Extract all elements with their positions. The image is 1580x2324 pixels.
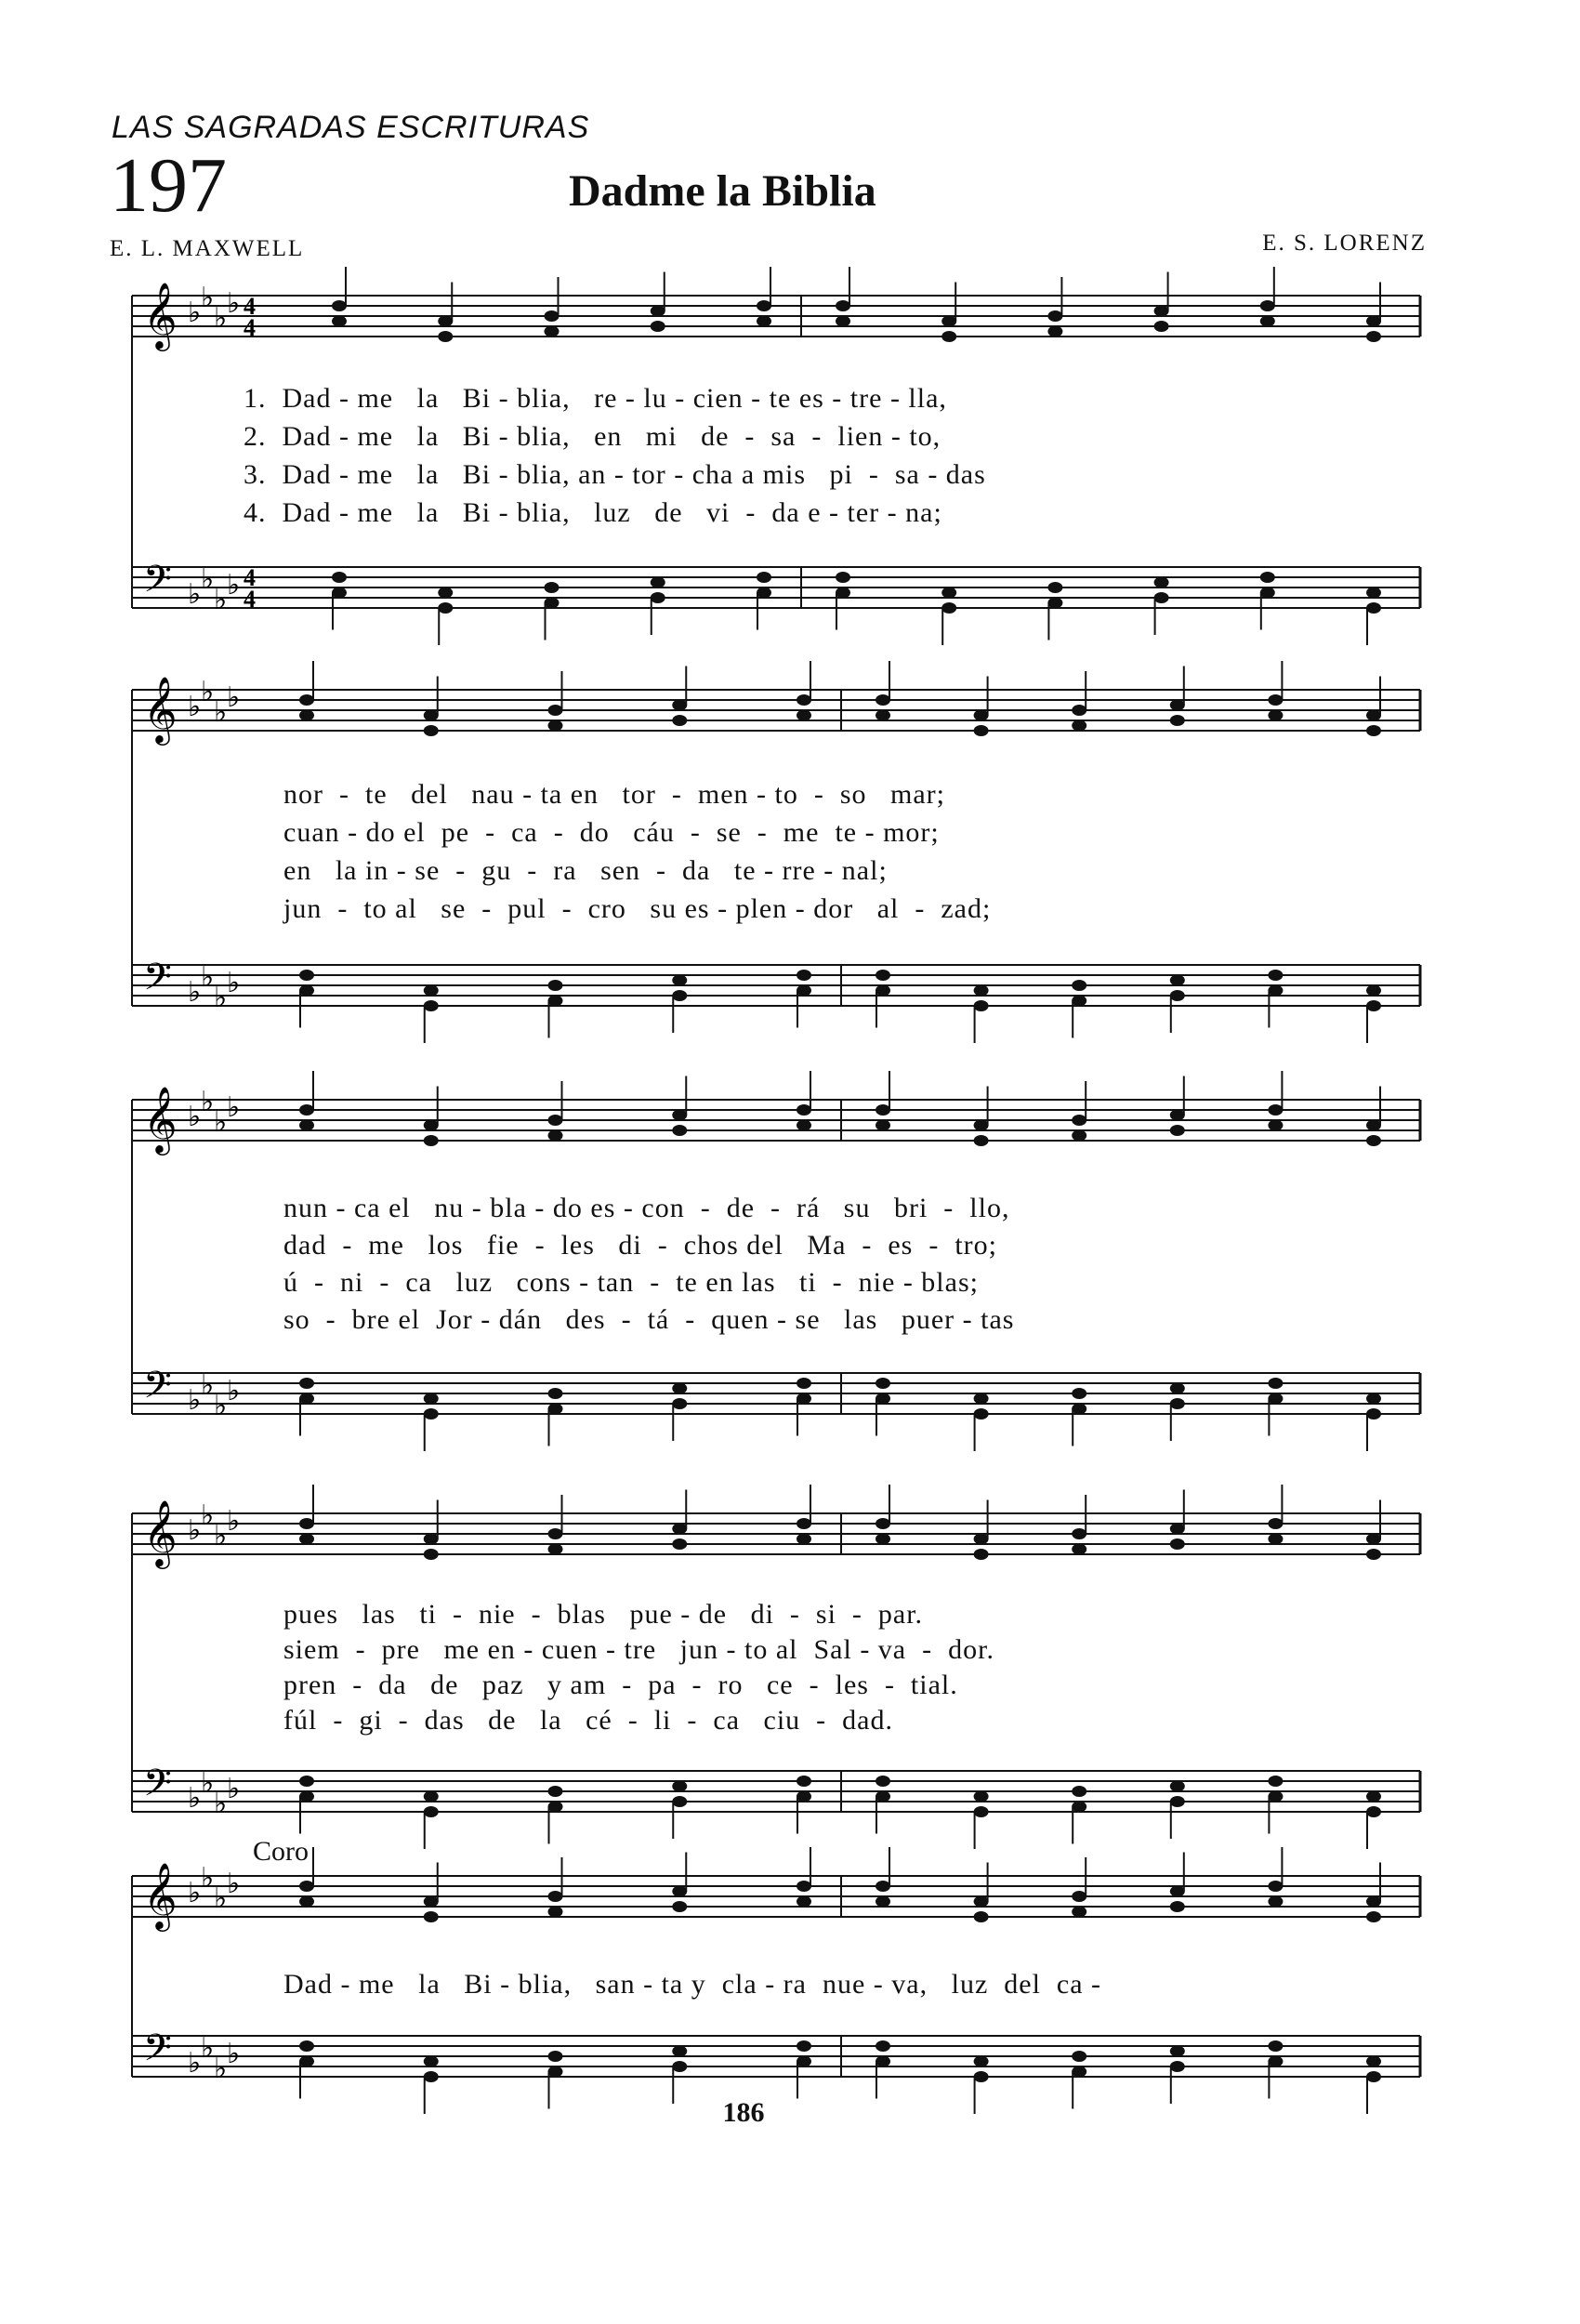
flat-icon: ♭ [214, 584, 228, 616]
flat-icon: ♭ [227, 1868, 241, 1900]
flat-icon: ♭ [188, 1877, 202, 1909]
note-head [672, 1886, 687, 1897]
treble-clef-icon: 𝄞 [143, 675, 178, 743]
note-head [424, 1911, 439, 1922]
flat-icon: ♭ [188, 297, 202, 329]
flat-icon: ♭ [227, 569, 241, 601]
note-head [1268, 1896, 1283, 1908]
note-head [1366, 2056, 1381, 2067]
lyric-line: 1. Dad - me la Bi - blia, re - lu - cien - te es - tre - lla, [244, 383, 947, 414]
note-head [1072, 1907, 1086, 1918]
flat-icon: ♭ [214, 1788, 228, 1820]
lyric-line: cuan - do el pe - ca - do cáu - se - me te - mor; [283, 817, 940, 848]
note-head [672, 2061, 687, 2072]
note-head [299, 1896, 314, 1908]
lyric-line: ú - ni - ca luz cons - tan - te en las ti - nie - blas; [283, 1267, 979, 1298]
time-signature-icon: 4 [244, 564, 256, 591]
bass-clef-icon: 𝄢 [143, 1762, 172, 1814]
hymn-title: Dadme la Biblia [569, 166, 876, 216]
lyric-line: dad - me los fie - les di - chos del Ma - es - tro; [283, 1230, 998, 1261]
note-head [1072, 1891, 1086, 1902]
note-head [1170, 1901, 1185, 1912]
note-head [797, 2056, 811, 2067]
note-head [974, 1896, 989, 1908]
lyric-line: pues las ti - nie - blas pue - de di - si - par. [283, 1599, 924, 1630]
time-signature-icon: 4 [244, 314, 256, 341]
note-head [1170, 2061, 1185, 2072]
note-head [548, 2067, 563, 2078]
flat-icon: ♭ [214, 302, 228, 335]
flat-icon: ♭ [214, 2053, 228, 2085]
flat-icon: ♭ [227, 287, 241, 320]
note-head [1366, 1911, 1381, 1922]
flat-icon: ♭ [188, 578, 202, 611]
note-head [1170, 2046, 1185, 2057]
bass-clef-icon: 𝄢 [143, 2027, 172, 2079]
flat-icon: ♭ [201, 1767, 215, 1800]
note-head [299, 1881, 314, 1892]
note-head [974, 2056, 989, 2067]
lyric-line: fúl - gi - das de la cé - li - ca ciu - dad. [283, 1705, 893, 1736]
lyric-line: jun - to al se - pul - cro su es - plen - dor al - zad; [283, 893, 992, 924]
flat-icon: ♭ [227, 2038, 241, 2070]
chorus-label: Coro [253, 1836, 309, 1867]
note-head [876, 1896, 890, 1908]
flat-icon: ♭ [201, 563, 215, 596]
flat-icon: ♭ [201, 676, 215, 708]
note-head [1170, 1886, 1185, 1897]
note-head [876, 2056, 890, 2067]
flat-icon: ♭ [227, 681, 241, 714]
flat-icon: ♭ [214, 1520, 228, 1552]
flat-icon: ♭ [227, 967, 241, 999]
lyric-line: pren - da de paz y am - pa - ro ce - les - tial. [283, 1670, 958, 1700]
lyric-line: en la in - se - gu - ra sen - da te - rre - nal; [283, 855, 888, 886]
note-head [1366, 1896, 1381, 1908]
bass-clef-icon: 𝄢 [143, 558, 172, 610]
note-head [424, 2056, 439, 2067]
lyric-line: Dad - me la Bi - blia, san - ta y cla - ra nue - va, luz del ca - [283, 1969, 1102, 2000]
composer-credit: E. S. LORENZ [1262, 231, 1427, 256]
flat-icon: ♭ [227, 1505, 241, 1538]
page-number: 186 [722, 2097, 765, 2128]
flat-icon: ♭ [188, 1514, 202, 1547]
time-signature-icon: 4 [244, 293, 256, 320]
note-head [1268, 2040, 1283, 2052]
bass-clef-icon: 𝄢 [143, 1364, 172, 1416]
section-heading: LAS SAGRADAS ESCRITURAS [112, 110, 590, 145]
lyric-line: 2. Dad - me la Bi - blia, en mi de - sa - lien - to, [244, 421, 941, 452]
note-head [672, 1901, 687, 1912]
note-head [797, 2040, 811, 2052]
bass-clef-icon: 𝄢 [143, 956, 172, 1008]
note-head [876, 1881, 890, 1892]
hymn-number: 197 [110, 142, 227, 229]
flat-icon: ♭ [201, 1499, 215, 1532]
note-head [974, 1911, 989, 1922]
flat-icon: ♭ [201, 282, 215, 314]
flat-icon: ♭ [201, 1862, 215, 1895]
lyric-line: 3. Dad - me la Bi - blia, an - tor - cha a mis pi - sa - das [244, 459, 986, 490]
flat-icon: ♭ [214, 982, 228, 1014]
note-head [299, 2040, 314, 2052]
note-head [548, 1891, 563, 1902]
note-head [797, 1881, 811, 1892]
flat-icon: ♭ [188, 1101, 202, 1133]
author-credit: E. L. MAXWELL [110, 236, 305, 261]
time-signature-icon: 4 [244, 586, 256, 613]
flat-icon: ♭ [214, 1882, 228, 1915]
note-head [299, 2056, 314, 2067]
note-head [876, 2040, 890, 2052]
flat-icon: ♭ [227, 1773, 241, 1805]
lyric-line: 4. Dad - me la Bi - blia, luz de vi - da e - ter - na; [244, 497, 942, 528]
note-head [974, 2071, 989, 2082]
treble-clef-icon: 𝄞 [143, 1085, 178, 1153]
treble-clef-icon: 𝄞 [143, 281, 178, 349]
flat-icon: ♭ [214, 1390, 228, 1422]
note-head [672, 2046, 687, 2057]
note-head [1366, 2071, 1381, 2082]
note-head [424, 2071, 439, 2082]
lyric-line: nun - ca el nu - bla - do es - con - de - rá su bri - llo, [283, 1193, 1010, 1223]
treble-clef-icon: 𝄞 [143, 1861, 178, 1929]
flat-icon: ♭ [188, 2047, 202, 2080]
flat-icon: ♭ [188, 691, 202, 723]
note-head [424, 1896, 439, 1908]
flat-icon: ♭ [227, 1091, 241, 1124]
note-head [1072, 2067, 1086, 2078]
lyric-line: so - bre el Jor - dán des - tá - quen - se las puer - tas [283, 1304, 1015, 1335]
flat-icon: ♭ [188, 976, 202, 1009]
lyric-line: siem - pre me en - cuen - tre jun - to al Sal - va - dor. [283, 1634, 994, 1665]
note-head [548, 1907, 563, 1918]
flat-icon: ♭ [214, 1106, 228, 1139]
flat-icon: ♭ [188, 1782, 202, 1815]
lyric-line: nor - te del nau - ta en tor - men - to - so mar; [283, 779, 945, 810]
flat-icon: ♭ [201, 961, 215, 994]
note-head [1072, 2051, 1086, 2062]
flat-icon: ♭ [201, 1086, 215, 1118]
flat-icon: ♭ [201, 1369, 215, 1402]
flat-icon: ♭ [188, 1384, 202, 1417]
note-head [548, 2051, 563, 2062]
flat-icon: ♭ [201, 2032, 215, 2065]
note-head [1268, 2056, 1283, 2067]
flat-icon: ♭ [227, 1375, 241, 1407]
note-head [797, 1896, 811, 1908]
treble-clef-icon: 𝄞 [143, 1499, 178, 1566]
note-head [1268, 1881, 1283, 1892]
flat-icon: ♭ [214, 696, 228, 729]
